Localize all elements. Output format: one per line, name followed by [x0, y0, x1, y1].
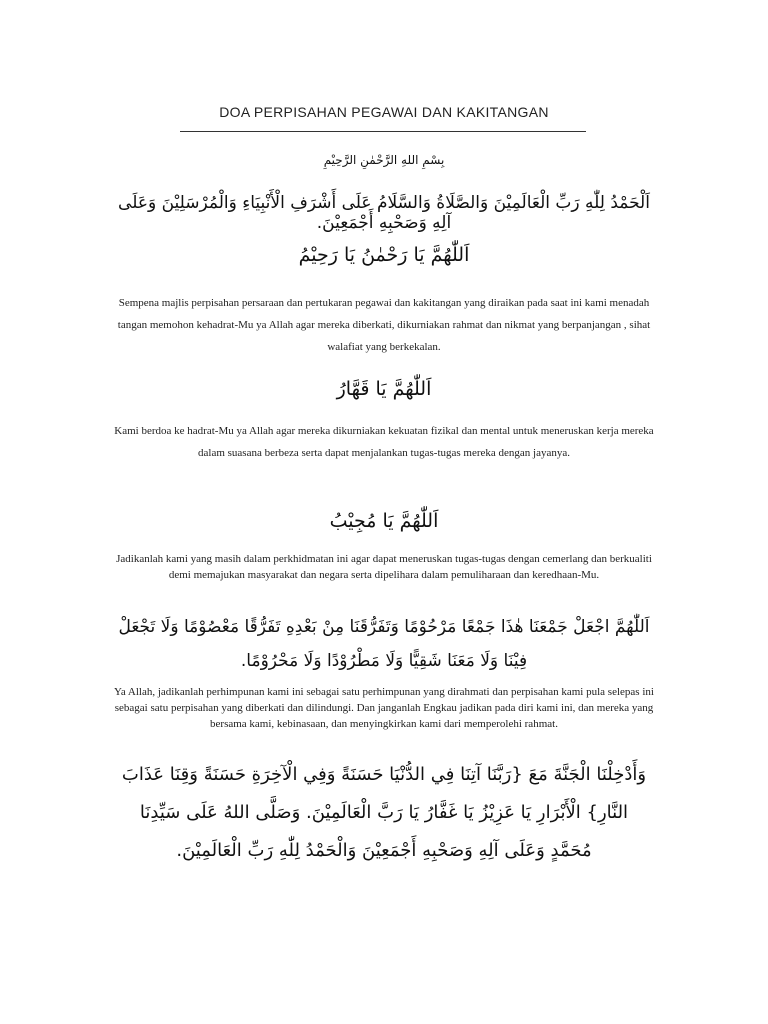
malay-paragraph-3: Jadikanlah kami yang masih dalam perkhidmatan ini agar dapat meneruskan tugas-tugas dengan cemerlang dan berkualiti demi memajukan masyarakat dan negara serta dipelihara dalam pemuliharaan dan keredhaan-Mu.	[116, 553, 652, 581]
document-title: DOA PERPISAHAN PEGAWAI DAN KAKITANGAN	[219, 104, 549, 120]
malay-paragraph-4: Ya Allah, jadikanlah perhimpunan kami ini sebagai satu perhimpunan yang dirahmati dan perpisahan kami pula selepas ini sebagai satu perpisahan yang diberkati dan dilindungi. Dan janganlah Engkau jadikan pada diri kami ini, dan mereka yang bersama kami, kebinasaan, dan menyingkirkan kami dari memperolehi rahmat.	[114, 686, 654, 730]
dua-heading-2: اَللّٰهُمَّ يَا قَهَّارُ	[336, 378, 432, 400]
closing-dua: وَأَدْخِلْنَا الْجَنَّةَ مَعَ {رَبَّنَا آتِنَا فِي الدُّنْيَا حَسَنَةً وَفِي الْآخِرَةِ حَسَنَةً وَقِنَا عَذَابَ النَّارِ} الْأَبْرَارِ يَا عَزِيْزُ يَا غَفَّارُ يَا رَبَّ الْعَالَمِيْنَ. وَصَلَّى اللهُ عَلَى سَيِّدِنَا مُحَمَّدٍ وَعَلَى آلِهِ وَصَحْبِهِ أَجْمَعِيْنَ وَالْحَمْدُ لِلّٰهِ رَبِّ الْعَالَمِيْنَ.	[121, 764, 647, 861]
basmalah: بِسْمِ اللهِ الرَّحْمٰنِ الرَّحِيْمِ	[323, 153, 445, 167]
malay-paragraph-2: Kami berdoa ke hadrat-Mu ya Allah agar mereka dikurniakan kekuatan fizikal dan mental untuk meneruskan kerja mereka dalam suasana berbeza serta dapat menjalankan tugas-tugas mereka dengan jayanya.	[114, 425, 654, 459]
dua-heading-4: اَللّٰهُمَّ اجْعَلْ جَمْعَنَا هٰذَا جَمْعًا مَرْحُوْمًا وَتَفَرُّقَنَا مِنْ بَعْدِهِ تَفَرُّقًا مَعْصُوْمًا وَلَا تَجْعَلْ فِيْنَا وَلَا مَعَنَا شَقِيًّا وَلَا مَطْرُوْدًا وَلَا مَحْرُوْمًا.	[118, 617, 650, 671]
malay-paragraph-1: Sempena majlis perpisahan persaraan dan pertukaran pegawai dan kakitangan yang diraikan pada saat ini kami menadah tangan memohon kehadrat-Mu ya Allah agar mereka diberkati, dikurniakan rahmat dan nikmat yang berpanjangan , sihat walafiat yang berkekalan.	[117, 297, 651, 353]
hamdalah: اَلْحَمْدُ لِلّٰهِ رَبِّ الْعَالَمِيْنَ وَالصَّلَاةُ وَالسَّلَامُ عَلَى أَشْرَفِ الْأَنْبِيَاءِ وَالْمُرْسَلِيْنَ وَعَلَى آلِهِ وَصَحْبِهِ أَجْمَعِيْنَ.	[118, 193, 650, 233]
dua-heading-3: اَللّٰهُمَّ يَا مُجِيْبُ	[329, 510, 439, 532]
title-underline	[180, 131, 586, 132]
dua-heading-1: اَللّٰهُمَّ يَا رَحْمٰنُ يَا رَحِيْمُ	[298, 244, 470, 266]
